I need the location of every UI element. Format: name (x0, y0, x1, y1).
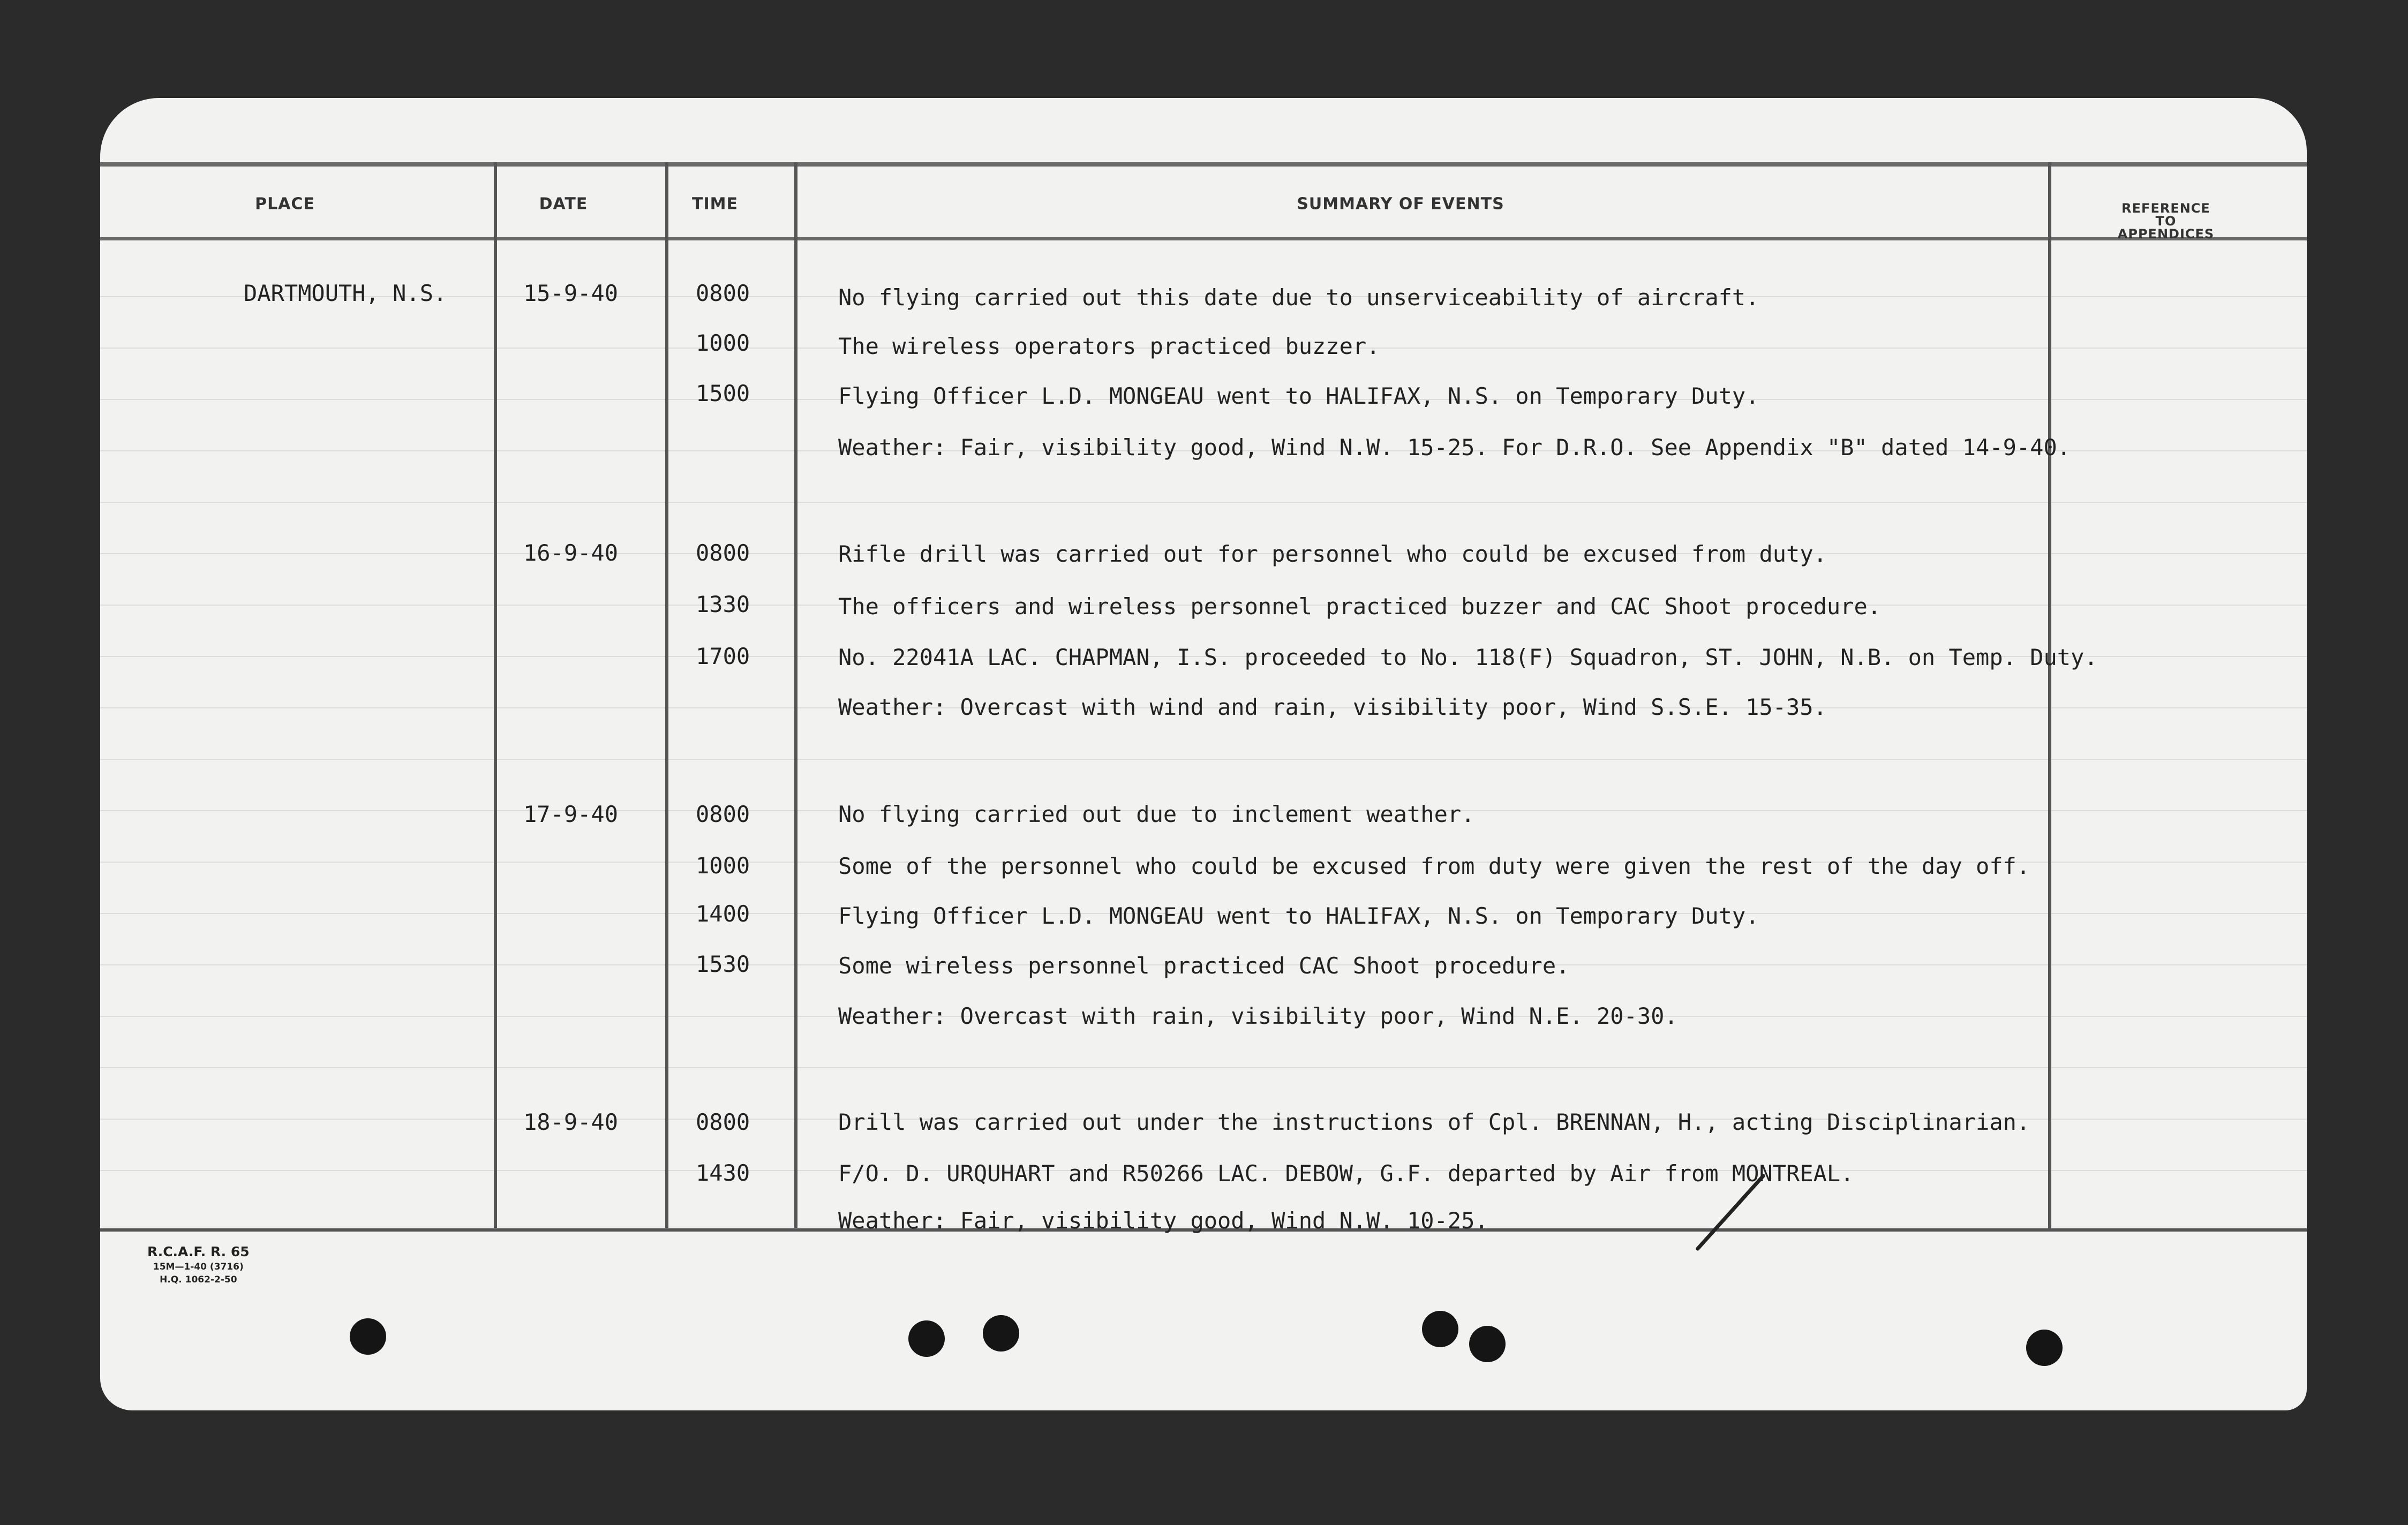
event-entry: Some wireless personnel practiced CAC Shoot procedure. (838, 953, 1570, 979)
event-entry: F/O. D. URQUHART and R50266 LAC. DEBOW, G.F. departed by Air from MONTREAL. (838, 1160, 1854, 1187)
event-entry: Drill was carried out under the instructions of Cpl. BRENNAN, H., acting Disciplinarian. (838, 1109, 2030, 1135)
punch-hole (2026, 1330, 2063, 1366)
time-entry: 1530 (696, 951, 750, 977)
time-header: TIME (692, 194, 738, 214)
event-entry: No. 22041A LAC. CHAPMAN, I.S. proceeded to No. 118(F) Squadron, ST. JOHN, N.B. on Temp. Duty. (838, 644, 2098, 670)
punch-hole (350, 1318, 386, 1355)
punch-hole (908, 1320, 945, 1357)
column-divider (665, 162, 668, 1228)
date-entry: 15-9-40 (523, 280, 619, 306)
event-entry: The officers and wireless personnel practiced buzzer and CAC Shoot procedure. (838, 593, 1882, 620)
weather-entry: Weather: Fair, visibility good, Wind N.W. 15-25. For D.R.O. See Appendix "B" dated 14-9-40. (838, 434, 2071, 460)
event-entry: Rifle drill was carried out for personnel who could be excused from duty. (838, 541, 1827, 567)
time-entry: 1330 (696, 591, 750, 617)
date-entry: 18-9-40 (523, 1109, 619, 1135)
punch-hole (1469, 1326, 1506, 1362)
time-entry: 0800 (696, 540, 750, 566)
weather-entry: Weather: Fair, visibility good, Wind N.W. 10-25. (838, 1207, 1488, 1234)
event-entry: Flying Officer L.D. MONGEAU went to HALIFAX, N.S. on Temporary Duty. (838, 383, 1759, 409)
time-entry: 1430 (696, 1160, 750, 1186)
column-divider (494, 162, 497, 1228)
event-entry: No flying carried out this date due to unserviceability of aircraft. (838, 284, 1759, 311)
ruled-line (100, 759, 2307, 760)
date-entry: 16-9-40 (523, 540, 619, 566)
diary-form-card (100, 98, 2307, 1410)
event-entry: Some of the personnel who could be excused from duty were given the rest of the day off. (838, 853, 2030, 879)
form-code: R.C.A.F. R. 65 15M—1-40 (3716) H.Q. 1062-2-50 (147, 1244, 250, 1285)
place-entry: DARTMOUTH, N.S. (244, 280, 447, 306)
column-divider (2048, 162, 2051, 1232)
reference-header: REFERENCE TO APPENDICES (2117, 201, 2215, 241)
date-header: DATE (539, 194, 588, 214)
header-top-rule (100, 162, 2307, 167)
weather-entry: Weather: Overcast with wind and rain, visibility poor, Wind S.S.E. 15-35. (838, 694, 1827, 720)
summary-header: SUMMARY OF EVENTS (1297, 194, 1504, 214)
time-entry: 1500 (696, 380, 750, 406)
punch-hole (983, 1315, 1019, 1352)
header-bottom-rule (100, 237, 2307, 240)
time-entry: 0800 (696, 280, 750, 306)
time-entry: 1700 (696, 643, 750, 669)
place-header: PLACE (255, 194, 315, 214)
time-entry: 1400 (696, 901, 750, 927)
column-divider (794, 162, 797, 1228)
weather-entry: Weather: Overcast with rain, visibility poor, Wind N.E. 20-30. (838, 1003, 1678, 1029)
time-entry: 0800 (696, 801, 750, 827)
event-entry: The wireless operators practiced buzzer. (838, 333, 1380, 359)
time-entry: 1000 (696, 852, 750, 879)
ruled-line (100, 502, 2307, 503)
ruled-line (100, 1067, 2307, 1068)
time-entry: 0800 (696, 1109, 750, 1135)
event-entry: Flying Officer L.D. MONGEAU went to HALIFAX, N.S. on Temporary Duty. (838, 903, 1759, 929)
event-entry: No flying carried out due to inclement weather. (838, 801, 1475, 827)
date-entry: 17-9-40 (523, 801, 619, 827)
punch-hole (1422, 1311, 1458, 1347)
time-entry: 1000 (696, 330, 750, 356)
